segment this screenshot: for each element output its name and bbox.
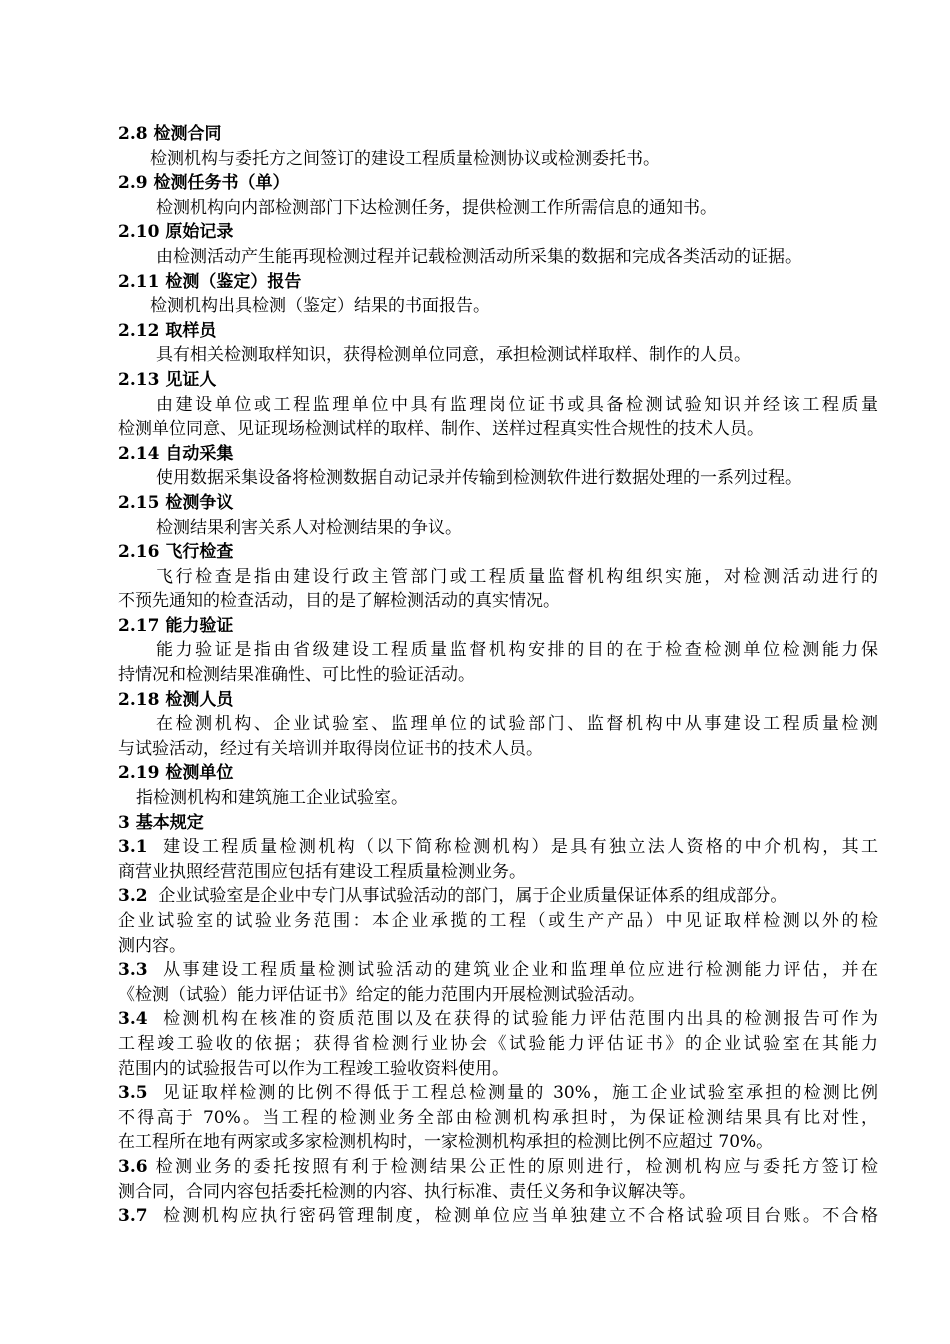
clause-number: 3.3: [118, 960, 148, 981]
body-text-line: 检测结果利害关系人对检测结果的争议。: [156, 517, 462, 538]
numbered-clause: [118, 884, 878, 909]
body-text-line: 检测单位同意、见证现场检测试样的取样、制作、送样过程真实性合规性的技术人员。: [118, 419, 764, 440]
body-text-line: 不得高于 70%。当工程的检测业务全部由检测机构承担时，为保证检测结果具有比对性，: [118, 1107, 878, 1128]
section-heading: 2.16 飞行检查: [118, 542, 234, 563]
clause-text: 检测业务的委托按照有利于检测结果公正性的原则进行，检测机构应与委托方签订检: [147, 1156, 878, 1177]
section-heading: 2.19 检测单位: [118, 763, 234, 784]
numbered-clause: [118, 1155, 878, 1180]
numbered-clause: [118, 1007, 878, 1032]
body-text-line: 在检测机构、企业试验室、监理单位的试验部门、监督机构中从事建设工程质量检测: [156, 714, 878, 735]
section-heading: 2.10 原始记录: [118, 222, 234, 243]
body-text-line: 商营业执照经营范围应包括有建设工程质量检测业务。: [118, 861, 526, 882]
section-heading: 2.18 检测人员: [118, 689, 234, 710]
clause-number: 3.2: [118, 886, 148, 907]
clause-number: 3.5: [118, 1083, 148, 1104]
body-text-line: 能力验证是指由省级建设工程质量监督机构安排的目的在于检查检测单位检测能力保: [156, 640, 878, 661]
body-text-line: 具有相关检测取样知识，获得检测单位同意，承担检测试样取样、制作的人员。: [156, 345, 751, 366]
section-heading: 2.9 检测任务书（单）: [118, 173, 290, 194]
clause-text: 见证取样检测的比例不得低于工程总检测量的 30%，施工企业试验室承担的检测比例: [147, 1083, 878, 1104]
body-text-line: 检测机构向内部检测部门下达检测任务，提供检测工作所需信息的通知书。: [156, 197, 717, 218]
section-heading: 2.13 见证人: [118, 369, 217, 390]
body-text-line: 与试验活动，经过有关培训并取得岗位证书的技术人员。: [118, 738, 543, 759]
numbered-clause: [118, 1204, 878, 1229]
body-text-line: 指检测机构和建筑施工企业试验室。: [136, 788, 408, 809]
body-text-line: 企业试验室的试验业务范围：本企业承揽的工程（或生产产品）中见证取样检测以外的检: [118, 911, 878, 931]
numbered-clause: [118, 1081, 878, 1106]
clause-number: 3.6: [118, 1156, 148, 1177]
body-text-line: 《检测（试验）能力评估证书》给定的能力范围内开展检测试验活动。: [118, 984, 645, 1005]
body-text-line: 测内容。: [118, 935, 186, 956]
section-heading: 2.11 检测（鉴定）报告: [118, 271, 302, 292]
body-text-line: 在工程所在地有两家或多家检测机构时，一家检测机构承担的检测比例不应超过 70%。: [118, 1132, 774, 1153]
numbered-clause: [118, 958, 878, 983]
clause-text: 企业试验室是企业中专门从事试验活动的部门，属于企业质量保证体系的组成部分。: [147, 886, 788, 907]
body-text-line: 测合同，合同内容包括委托检测的内容、执行标准、责任义务和争议解决等。: [118, 1181, 696, 1202]
body-text-line: 由检测活动产生能再现检测过程并记载检测活动所采集的数据和完成各类活动的证据。: [156, 246, 802, 267]
clause-number: 3.7: [118, 1206, 148, 1227]
document-body: [118, 122, 878, 1229]
clause-number: 3.4: [118, 1009, 148, 1030]
body-text-line: 由建设单位或工程监理单位中具有监理岗位证书或具备检测试验知识并经该工程质量: [156, 394, 878, 415]
clause-text: 检测机构在核准的资质范围以及在获得的试验能力评估范围内出具的检测报告可作为: [147, 1009, 878, 1030]
section-heading: 2.15 检测争议: [118, 492, 234, 513]
body-text-line: 不预先通知的检查活动，目的是了解检测活动的真实情况。: [118, 591, 560, 612]
body-text-line: 检测机构出具检测（鉴定）结果的书面报告。: [150, 296, 490, 317]
numbered-clause: [118, 835, 878, 860]
body-text-line: 范围内的试验报告可以作为工程竣工验收资料使用。: [118, 1058, 509, 1079]
clause-number: 3.1: [118, 837, 148, 858]
body-text-line: 工程竣工验收的依据；获得省检测行业协会《试验能力评估证书》的企业试验室在其能力: [118, 1033, 878, 1054]
body-text-line: 使用数据采集设备将检测数据自动记录并传输到检测软件进行数据处理的一系列过程。: [156, 468, 802, 489]
body-text-line: 检测机构与委托方之间签订的建设工程质量检测协议或检测委托书。: [150, 148, 660, 169]
body-text-line: 持情况和检测结果准确性、可比性的验证活动。: [118, 665, 475, 686]
section-heading: 2.12 取样员: [118, 320, 217, 341]
body-text-line: 飞行检查是指由建设行政主管部门或工程质量监督机构组织实施，对检测活动进行的: [156, 566, 878, 587]
section-heading: 2.8 检测合同: [118, 124, 222, 144]
section-heading: 2.14 自动采集: [118, 443, 234, 464]
clause-text: 从事建设工程质量检测试验活动的建筑业企业和监理单位应进行检测能力评估，并在: [147, 960, 878, 981]
clause-text: 建设工程质量检测机构（以下简称检测机构）是具有独立法人资格的中介机构，其工: [147, 837, 878, 858]
section-heading: 2.17 能力验证: [118, 615, 234, 636]
clause-text: 检测机构应执行密码管理制度，检测单位应当单独建立不合格试验项目台账。不合格: [147, 1206, 878, 1227]
section-heading: 3 基本规定: [118, 812, 204, 833]
